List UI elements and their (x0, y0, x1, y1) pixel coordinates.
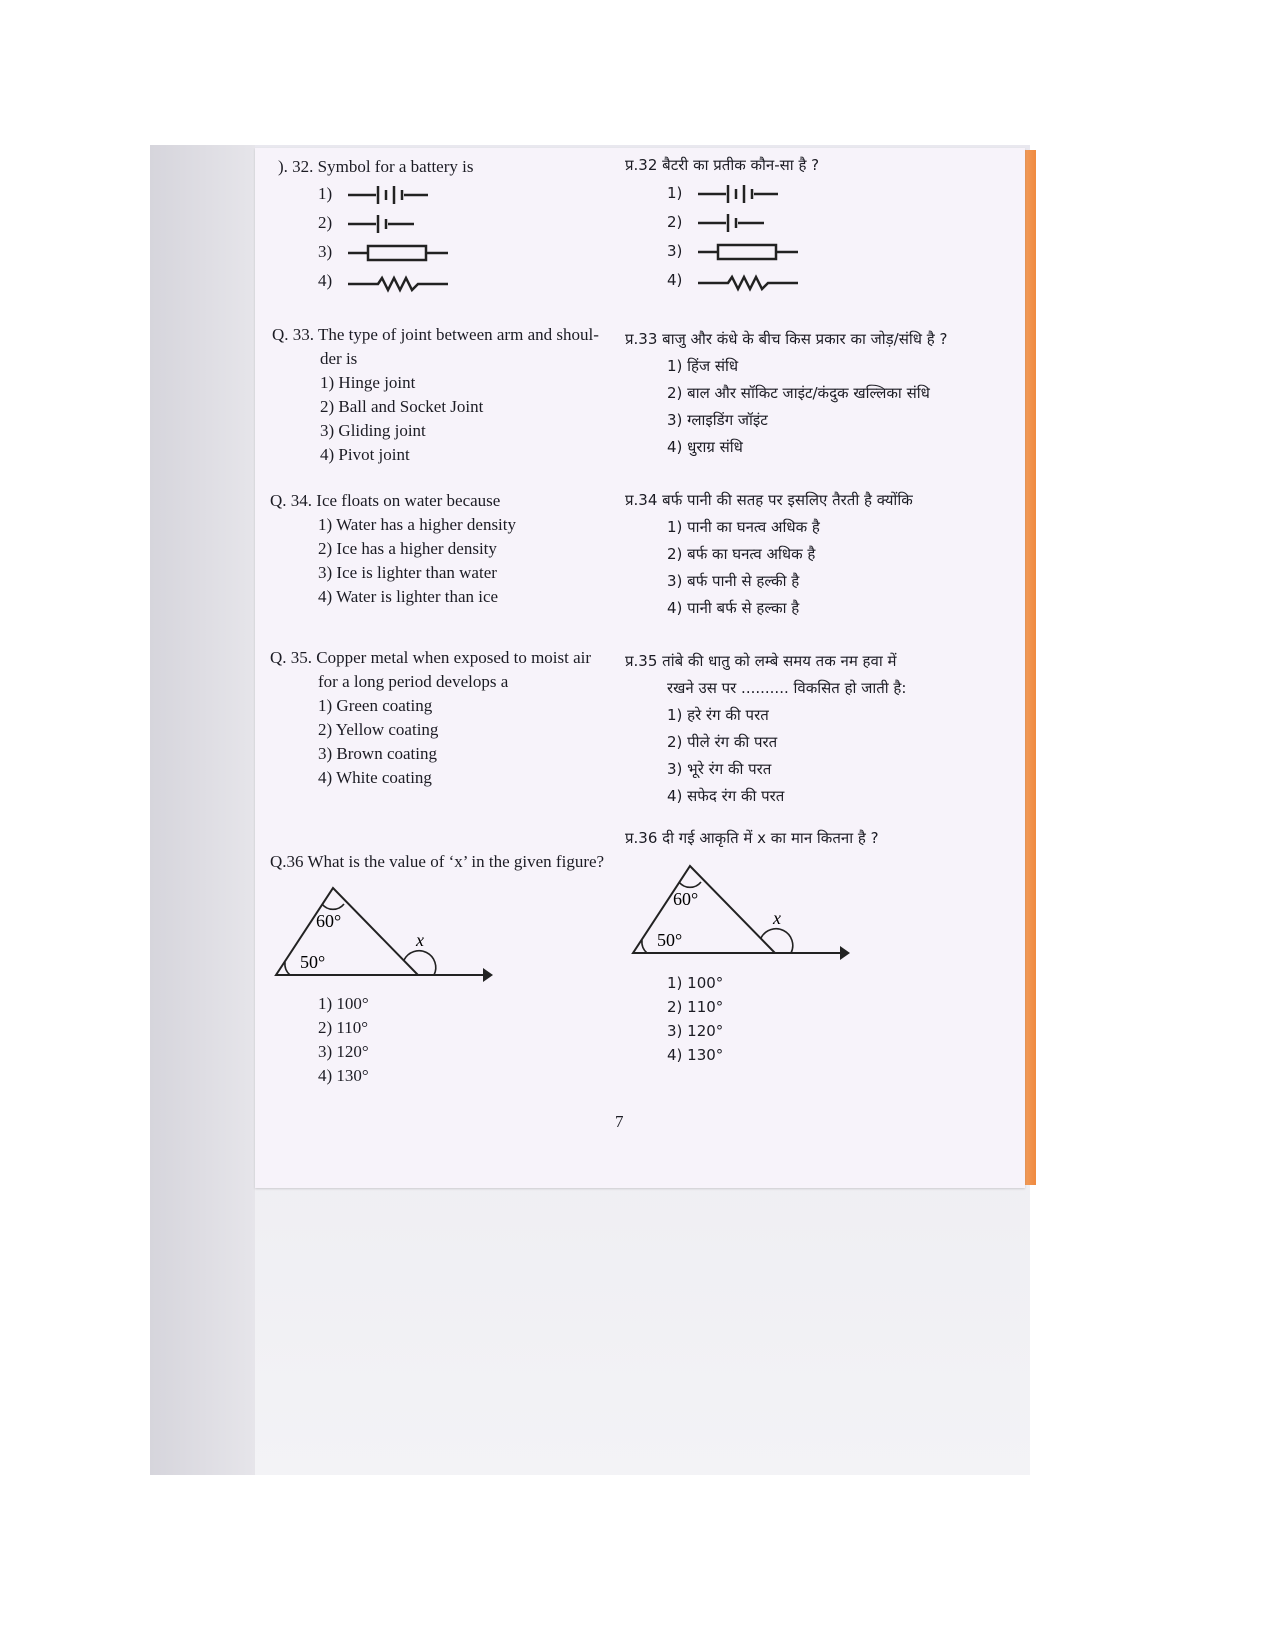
question-label-cont: रखने उस पर .......... विकसित हो जाती है: (667, 679, 907, 697)
option-4: 4) (667, 266, 819, 295)
resistor-box-icon (348, 242, 448, 264)
option-3: 3) बर्फ पानी से हल्की है (667, 572, 800, 590)
question-32-en (278, 155, 473, 295)
battery-cell-icon (348, 213, 418, 235)
question-label: Q. 35. Copper metal when exposed to moist air (270, 648, 592, 667)
question-label: ). 32. Symbol for a battery is (278, 157, 474, 176)
scan-shadow (150, 145, 255, 1475)
battery-multi-cell-icon (698, 183, 778, 205)
question-label: प्र.33 बाजु और कंधे के बीच किस प्रकार का जोड़/संधि है ? (625, 330, 948, 348)
left-angle-label: 50° (300, 952, 326, 972)
question-36-options-hi (625, 971, 723, 1067)
left-angle-label: 50° (657, 930, 683, 950)
question-35-en (270, 646, 591, 790)
question-36-hi (625, 825, 879, 852)
resistor-zigzag-icon (698, 270, 798, 292)
option-1: 1) हरे रंग की परत (667, 706, 769, 724)
resistor-zigzag-icon (348, 271, 448, 293)
option-1: 1) (318, 179, 473, 208)
option-4: 4) 130° (667, 1046, 724, 1064)
question-label: प्र.35 तांबे की धातु को लम्बे समय तक नम हवा में (625, 652, 897, 670)
option-4: 4) 130° (318, 1066, 369, 1085)
question-label-cont: for a long period develops a (318, 672, 509, 691)
option-2: 2) बर्फ का घनत्व अधिक है (667, 545, 816, 563)
option-2: 2) पीले रंग की परत (667, 733, 778, 751)
question-34-en (270, 489, 516, 609)
option-3: 3) (318, 237, 473, 266)
option-1: 1) हिंज संधि (667, 357, 739, 375)
x-label: x (773, 908, 781, 928)
triangle-figure-hi (625, 858, 850, 963)
top-angle-label: 60° (316, 911, 342, 931)
option-3: 3) 120° (667, 1022, 724, 1040)
question-33-hi (625, 326, 947, 461)
question-label: Q. 34. Ice floats on water because (270, 491, 501, 510)
option-2: 2) 110° (318, 1018, 369, 1037)
option-3: 3) Gliding joint (320, 421, 426, 440)
question-36-options-en (272, 992, 369, 1088)
option-4: 4) धुराग्र संधि (667, 438, 743, 456)
question-34-hi (625, 487, 913, 622)
question-label: Q.36 What is the value of ‘x’ in the given figure? (270, 852, 605, 871)
option-1: 1) (667, 179, 819, 208)
option-4: 4) पानी बर्फ से हल्का है (667, 599, 800, 617)
option-4: 4) (318, 266, 473, 295)
resistor-box-icon (698, 241, 798, 263)
option-1: 1) Hinge joint (320, 373, 416, 392)
option-2: 2) (318, 208, 473, 237)
triangle-figure-en (268, 880, 493, 985)
option-1: 1) 100° (667, 974, 724, 992)
option-2: 2) (667, 208, 819, 237)
question-label: प्र.34 बर्फ पानी की सतह पर इसलिए तैरती है क्योंकि (625, 491, 913, 509)
option-4: 4) Pivot joint (320, 445, 410, 464)
option-2: 2) Ice has a higher density (318, 539, 497, 558)
question-label: प्र.32 बैटरी का प्रतीक कौन-सा है ? (625, 156, 820, 174)
option-1: 1) Water has a higher density (318, 515, 517, 534)
option-4: 4) सफेद रंग की परत (667, 787, 785, 805)
question-32-hi (625, 152, 819, 295)
option-3: 3) Ice is lighter than water (318, 563, 497, 582)
option-4: 4) Water is lighter than ice (318, 587, 499, 606)
question-label-cont: der is (320, 349, 358, 368)
option-1: 1) पानी का घनत्व अधिक है (667, 518, 820, 536)
option-1: 1) 100° (318, 994, 369, 1013)
battery-multi-cell-icon (348, 184, 428, 206)
page-number: 7 (615, 1112, 624, 1131)
option-2: 2) बाल और सॉकिट जाइंट/कंदुक खल्लिका संधि (667, 384, 930, 402)
option-2: 2) Yellow coating (318, 720, 439, 739)
question-label: प्र.36 दी गई आकृति में x का मान कितना है ? (625, 829, 879, 847)
x-label: x (416, 930, 424, 950)
question-label: Q. 33. The type of joint between arm and shoul- (272, 325, 599, 344)
option-2: 2) Ball and Socket Joint (320, 397, 484, 416)
question-33-en (272, 323, 599, 467)
top-angle-label: 60° (673, 889, 699, 909)
question-35-hi (625, 648, 906, 810)
option-2: 2) 110° (667, 998, 724, 1016)
option-3: 3) Brown coating (318, 744, 437, 763)
option-3: 3) (667, 237, 819, 266)
option-3: 3) ग्लाइडिंग जॉइंट (667, 411, 768, 429)
option-1: 1) Green coating (318, 696, 433, 715)
option-3: 3) 120° (318, 1042, 369, 1061)
battery-cell-icon (698, 212, 768, 234)
option-3: 3) भूरे रंग की परत (667, 760, 772, 778)
question-36-en (270, 850, 604, 874)
option-4: 4) White coating (318, 768, 432, 787)
